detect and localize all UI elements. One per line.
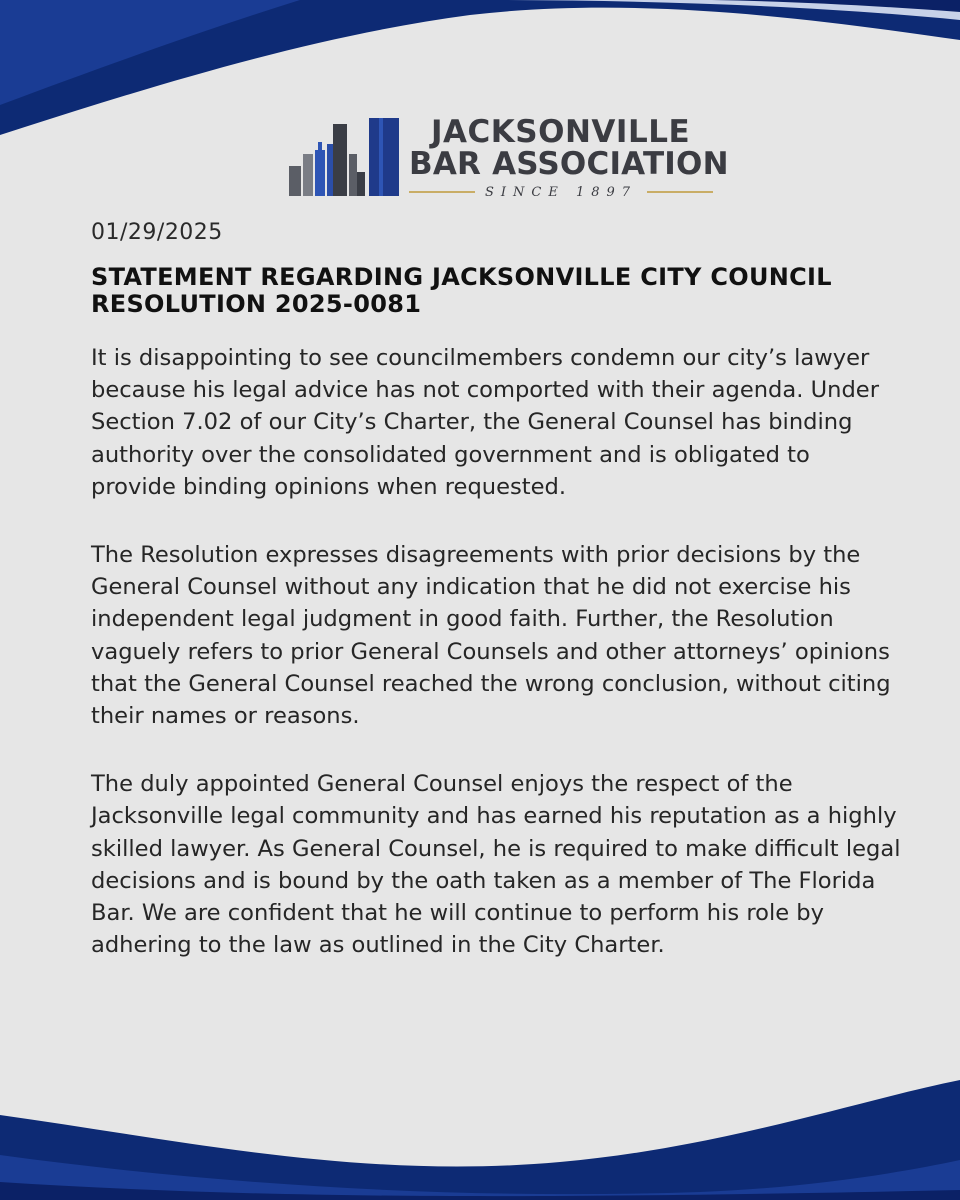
paragraph-1: It is disappointing to see councilmembers condemn our city’s lawyer because his legal advice has not comported with their agenda. Under Section 7.02 of our City’s Charter, the General Counsel has binding authority over the consolidated government and is obligated to provide binding opinions when requested. bbox=[91, 345, 879, 500]
logo-line2: BAR ASSOCIATION bbox=[409, 146, 729, 182]
statement-title: STATEMENT REGARDING JACKSONVILLE CITY COUNCIL RESOLUTION 2025-0081 bbox=[91, 263, 832, 318]
paragraph-2: The Resolution expresses disagreements with prior decisions by the General Counsel without any indication that he did not exercise his independent legal judgment in good faith. Further, the Resolution vaguely refers to prior General Counsels and other attorneys’ opinions that the General Counsel reached the wrong conclusion, without citing their names or reasons. bbox=[91, 542, 891, 730]
logo-since: SINCE 1897 bbox=[484, 184, 638, 200]
jba-logo bbox=[285, 112, 729, 200]
since-rule-right bbox=[647, 191, 713, 193]
since-rule-left bbox=[409, 191, 475, 193]
statement-date: 01/29/2025 bbox=[91, 220, 223, 245]
paragraph-3: The duly appointed General Counsel enjoys the respect of the Jacksonville legal community and has earned his reputation as a highly skilled lawyer. As General Counsel, he is required to make difficult legal decisions and is bound by the oath taken as a member of The Florida Bar. We are confident that he will continue to perform his role by adhering to the law as outlined in the City Charter. bbox=[91, 771, 901, 959]
logo-line1: JACKSONVILLE bbox=[431, 114, 691, 150]
bottom-wave-decoration bbox=[0, 1070, 960, 1200]
statement-body bbox=[91, 342, 901, 997]
logo-since-row bbox=[409, 184, 713, 200]
skyline-logo-icon bbox=[285, 114, 403, 198]
